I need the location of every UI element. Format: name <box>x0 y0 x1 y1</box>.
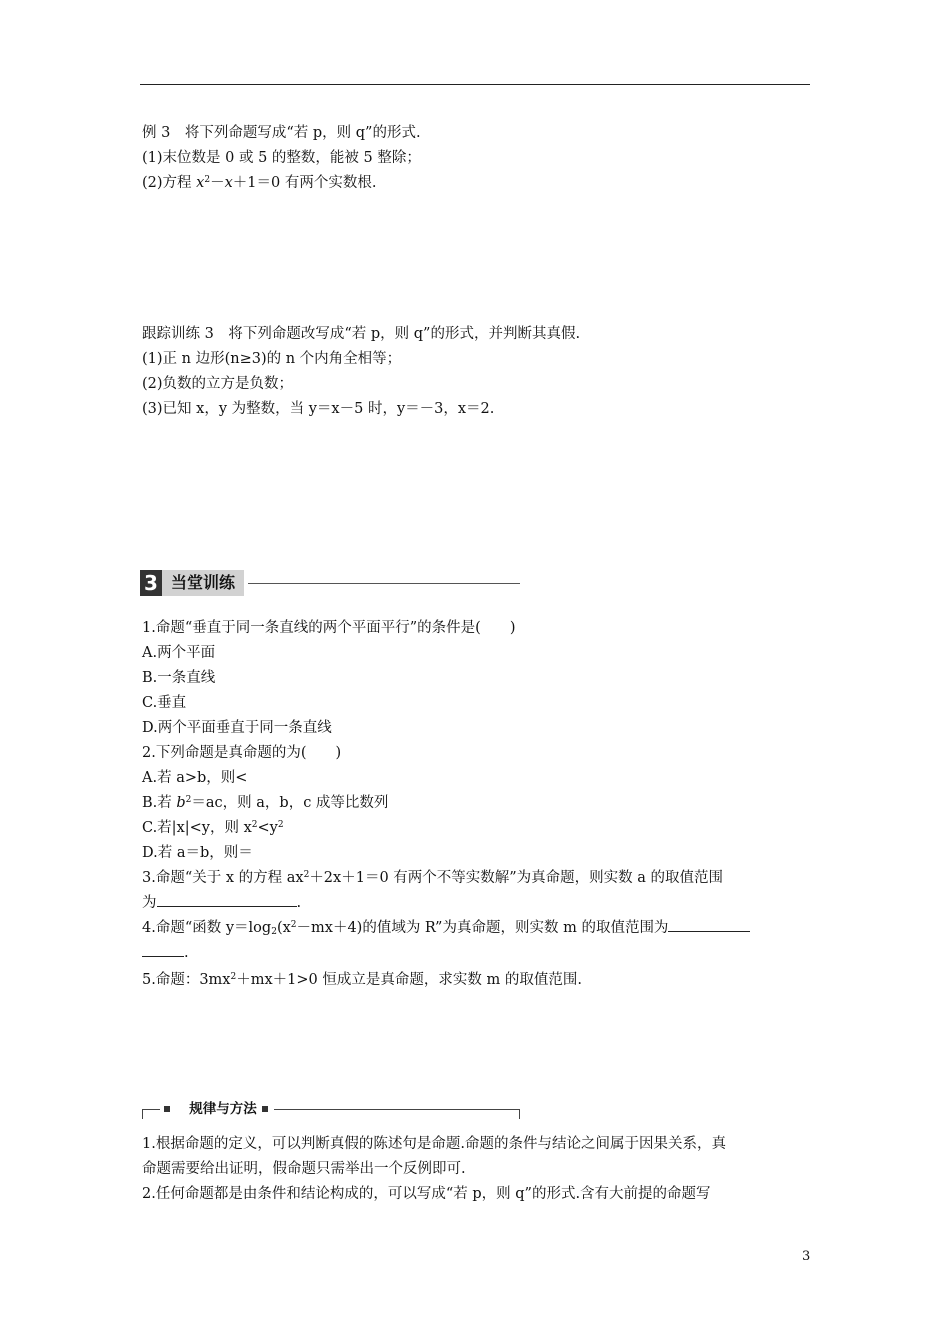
frame-line <box>274 1109 520 1110</box>
exponent: 2 <box>277 820 284 830</box>
text: ＋mx＋1>0 恒成立是真命题，求实数 m 的取值范围. <box>236 972 582 988</box>
question-2-option-a: A.若 a>b，则< <box>142 770 248 786</box>
text: － <box>210 175 225 191</box>
exponent: 2 <box>204 175 211 185</box>
text: <y <box>257 820 278 836</box>
text: ＋1＝0 有两个实数根. <box>232 175 377 191</box>
text: 4.命题“函数 y＝log <box>142 920 272 936</box>
question-1-option-a: A.两个平面 <box>142 645 216 661</box>
frame-corner <box>142 1109 143 1119</box>
answer-blank[interactable] <box>157 892 297 907</box>
text: 3.命题“关于 x 的方程 ax <box>142 870 304 886</box>
example3-item2 <box>142 172 376 194</box>
text: C.若|x|<y，则 x <box>142 820 252 836</box>
question-1-option-d: D.两个平面垂直于同一条直线 <box>142 720 332 736</box>
practice3-item3: (3)已知 x，y 为整数，当 y＝x－5 时，y＝－3，x＝2. <box>142 401 495 417</box>
question-4-line1 <box>142 917 750 939</box>
answer-blank-continued[interactable] <box>142 942 184 957</box>
text: (x <box>276 920 291 936</box>
answer-blank[interactable] <box>668 917 750 932</box>
exponent: 2 <box>251 820 258 830</box>
question-2-option-d: D.若 a＝b，则＝ <box>142 845 253 861</box>
methods-paragraph-2-line1: 2.任何命题都是由条件和结论构成的，可以写成“若 p，则 q”的形式.含有大前提的命题写 <box>142 1186 711 1202</box>
square-bullet-icon <box>164 1106 170 1112</box>
question-5 <box>142 969 582 991</box>
page-number: 3 <box>802 1249 811 1264</box>
section-rule <box>248 583 520 584</box>
text: 为 <box>142 895 157 911</box>
question-3-line2 <box>142 892 301 914</box>
exponent: 2 <box>303 870 310 880</box>
text: (2)方程 <box>142 175 197 191</box>
frame-line <box>142 1109 160 1110</box>
question-4-line2 <box>142 942 189 964</box>
text: . <box>296 895 302 911</box>
question-2-option-c <box>142 817 284 839</box>
exponent: 2 <box>230 972 237 982</box>
var-x: x <box>224 175 233 191</box>
methods-heading <box>142 1100 520 1118</box>
methods-title: 规律与方法 <box>189 1101 257 1117</box>
question-1-option-c: C.垂直 <box>142 695 187 711</box>
example3-title: 例 3 将下列命题写成“若 p，则 q”的形式. <box>142 125 421 141</box>
practice3-item1: (1)正 n 边形(n≥3)的 n 个内角全相等； <box>142 351 402 367</box>
question-1-option-b: B.一条直线 <box>142 670 216 686</box>
text: ＝ac，则 a，b，c 成等比数列 <box>191 795 389 811</box>
frame-corner <box>519 1109 520 1119</box>
section-title: 当堂训练 <box>162 570 244 596</box>
square-bullet-icon <box>262 1106 268 1112</box>
text: B.若 <box>142 795 177 811</box>
question-3-line1 <box>142 867 723 889</box>
exponent: 2 <box>185 795 192 805</box>
exponent: 2 <box>290 920 297 930</box>
section-heading <box>140 570 520 596</box>
header-rule <box>140 84 810 85</box>
var-b: b <box>176 795 186 811</box>
question-1: 1.命题“垂直于同一条直线的两个平面平行”的条件是( ) <box>142 620 516 636</box>
text: 5.命题：3mx <box>142 972 231 988</box>
question-2: 2.下列命题是真命题的为( ) <box>142 745 342 761</box>
question-2-option-b <box>142 792 388 814</box>
section-number: 3 <box>140 570 162 596</box>
text: －mx＋4)的值域为 R”为真命题，则实数 m 的取值范围为 <box>296 920 669 936</box>
text: ＋2x＋1＝0 有两个不等实数解”为真命题，则实数 a 的取值范围 <box>309 870 724 886</box>
text: . <box>184 945 189 961</box>
var-x: x <box>196 175 205 191</box>
methods-paragraph-1-line1: 1.根据命题的定义，可以判断真假的陈述句是命题.命题的条件与结论之间属于因果关系，真 <box>142 1136 726 1152</box>
practice3-title: 跟踪训练 3 将下列命题改写成“若 p，则 q”的形式，并判断其真假. <box>142 326 581 342</box>
subscript: 2 <box>271 927 277 937</box>
example3-item1: (1)末位数是 0 或 5 的整数，能被 5 整除； <box>142 150 421 166</box>
practice3-item2: (2)负数的立方是负数； <box>142 376 294 392</box>
methods-paragraph-1-line2: 命题需要给出证明，假命题只需举出一个反例即可. <box>142 1161 466 1177</box>
